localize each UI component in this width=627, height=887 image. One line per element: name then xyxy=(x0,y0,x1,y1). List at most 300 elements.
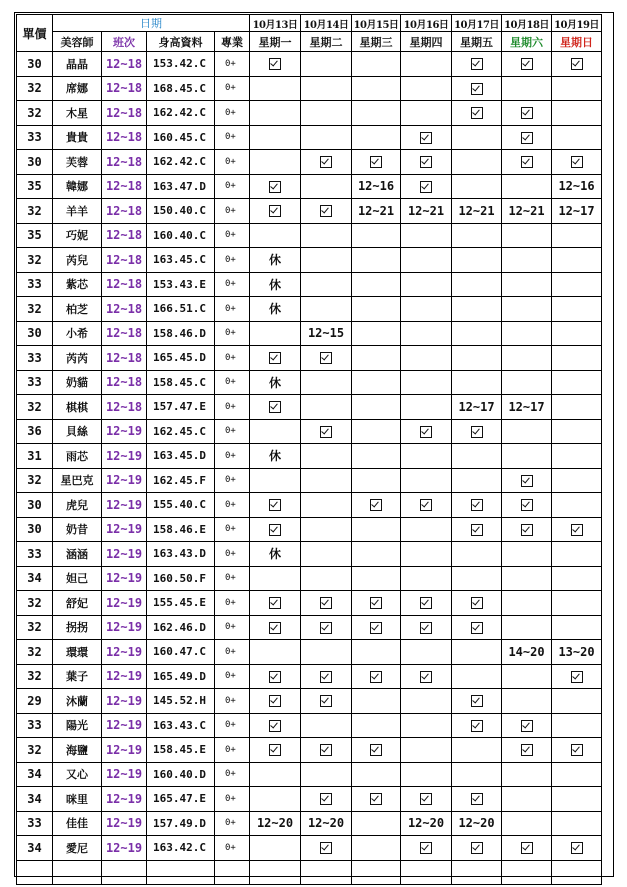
stylist-name: 星巴克 xyxy=(53,468,102,493)
day-cell xyxy=(250,762,301,787)
day-cell xyxy=(502,370,552,395)
profile-cell: 163.43.C xyxy=(147,713,215,738)
day-cell xyxy=(250,738,301,763)
empty-cell xyxy=(17,860,53,884)
price-cell: 30 xyxy=(17,517,53,542)
day-cell xyxy=(250,52,301,77)
check-icon xyxy=(320,671,332,683)
check-icon xyxy=(471,499,483,511)
price-cell: 33 xyxy=(17,346,53,371)
day-cell xyxy=(401,836,452,861)
check-icon xyxy=(269,524,281,536)
day-cell xyxy=(552,836,602,861)
price-cell: 32 xyxy=(17,664,53,689)
pro-cell: 0+ xyxy=(215,125,250,150)
shift-cell: 12~19 xyxy=(102,591,147,616)
stylist-name: 巧妮 xyxy=(53,223,102,248)
pro-cell: 0+ xyxy=(215,787,250,812)
day-cell xyxy=(502,468,552,493)
header-date-1: 10月13日 xyxy=(250,15,301,32)
table-row xyxy=(17,76,602,101)
day-cell xyxy=(401,321,452,346)
day-cell xyxy=(502,297,552,322)
check-icon xyxy=(269,58,281,70)
day-cell xyxy=(352,640,401,665)
day-cell: 12~20 xyxy=(250,811,301,836)
table-row xyxy=(17,297,602,322)
check-icon xyxy=(521,107,533,119)
profile-cell: 155.45.E xyxy=(147,591,215,616)
check-icon xyxy=(320,426,332,438)
empty-cell xyxy=(352,860,401,884)
day-cell xyxy=(401,76,452,101)
day-cell xyxy=(452,321,502,346)
profile-cell: 166.51.C xyxy=(147,297,215,322)
day-cell: 12~21 xyxy=(401,199,452,224)
header-weekday-6: 星期六 xyxy=(502,32,552,52)
day-cell xyxy=(452,174,502,199)
table-row xyxy=(17,762,602,787)
profile-cell: 165.47.E xyxy=(147,787,215,812)
header-stylist: 美容師 xyxy=(53,32,102,52)
profile-cell: 160.40.D xyxy=(147,762,215,787)
day-cell xyxy=(502,591,552,616)
shift-cell: 12~19 xyxy=(102,566,147,591)
day-cell xyxy=(502,493,552,518)
check-icon xyxy=(571,58,583,70)
check-icon xyxy=(269,352,281,364)
shift-cell: 12~19 xyxy=(102,517,147,542)
day-cell xyxy=(452,370,502,395)
day-cell xyxy=(452,223,502,248)
day-cell xyxy=(301,762,352,787)
pro-cell: 0+ xyxy=(215,321,250,346)
day-cell xyxy=(452,125,502,150)
empty-cell xyxy=(452,860,502,884)
stylist-name: 席娜 xyxy=(53,76,102,101)
day-cell xyxy=(401,493,452,518)
day-cell xyxy=(352,468,401,493)
profile-cell: 165.49.D xyxy=(147,664,215,689)
table-row xyxy=(17,321,602,346)
day-cell xyxy=(250,787,301,812)
check-icon xyxy=(521,132,533,144)
check-icon xyxy=(370,499,382,511)
shift-cell: 12~19 xyxy=(102,664,147,689)
day-cell xyxy=(352,272,401,297)
day-cell xyxy=(552,395,602,420)
day-cell: 休 xyxy=(250,542,301,567)
profile-cell: 160.50.F xyxy=(147,566,215,591)
day-cell xyxy=(502,542,552,567)
check-icon xyxy=(471,426,483,438)
day-cell xyxy=(552,150,602,175)
header-date-2: 10月14日 xyxy=(301,15,352,32)
price-cell: 31 xyxy=(17,444,53,469)
pro-cell: 0+ xyxy=(215,566,250,591)
day-cell xyxy=(301,419,352,444)
day-cell xyxy=(250,640,301,665)
day-cell xyxy=(401,395,452,420)
day-cell xyxy=(352,101,401,126)
profile-cell: 160.47.C xyxy=(147,640,215,665)
pro-cell: 0+ xyxy=(215,297,250,322)
day-cell xyxy=(502,566,552,591)
pro-cell: 0+ xyxy=(215,150,250,175)
day-cell xyxy=(250,615,301,640)
shift-cell: 12~19 xyxy=(102,419,147,444)
day-cell xyxy=(452,297,502,322)
day-cell: 休 xyxy=(250,444,301,469)
day-cell xyxy=(452,493,502,518)
day-cell xyxy=(502,272,552,297)
pro-cell: 0+ xyxy=(215,615,250,640)
day-cell xyxy=(301,370,352,395)
table-row xyxy=(17,101,602,126)
day-cell xyxy=(401,370,452,395)
check-icon xyxy=(320,622,332,634)
header-date-4: 10月16日 xyxy=(401,15,452,32)
pro-cell: 0+ xyxy=(215,395,250,420)
day-cell xyxy=(552,689,602,714)
day-cell xyxy=(250,223,301,248)
price-cell: 32 xyxy=(17,76,53,101)
stylist-name: 奶昔 xyxy=(53,517,102,542)
day-cell xyxy=(401,419,452,444)
shift-cell: 12~18 xyxy=(102,223,147,248)
price-cell: 32 xyxy=(17,738,53,763)
day-cell xyxy=(401,615,452,640)
day-cell xyxy=(552,419,602,444)
day-cell xyxy=(352,787,401,812)
day-cell xyxy=(552,762,602,787)
profile-cell: 153.43.E xyxy=(147,272,215,297)
day-cell xyxy=(301,566,352,591)
day-cell xyxy=(552,321,602,346)
day-cell xyxy=(352,346,401,371)
pro-cell: 0+ xyxy=(215,762,250,787)
empty-cell xyxy=(102,860,147,884)
day-cell xyxy=(250,713,301,738)
shift-cell: 12~19 xyxy=(102,787,147,812)
day-cell xyxy=(352,223,401,248)
day-cell xyxy=(352,248,401,273)
day-cell xyxy=(250,591,301,616)
check-icon xyxy=(320,744,332,756)
schedule-table xyxy=(16,14,602,885)
day-cell xyxy=(352,52,401,77)
header-date-3: 10月15日 xyxy=(352,15,401,32)
check-icon xyxy=(370,671,382,683)
price-cell: 33 xyxy=(17,713,53,738)
table-row xyxy=(17,52,602,77)
shift-cell: 12~19 xyxy=(102,738,147,763)
pro-cell: 0+ xyxy=(215,664,250,689)
day-cell: 12~17 xyxy=(552,199,602,224)
header-weekday-4: 星期四 xyxy=(401,32,452,52)
day-cell xyxy=(301,125,352,150)
day-cell xyxy=(552,615,602,640)
table-row xyxy=(17,419,602,444)
check-icon xyxy=(269,671,281,683)
day-cell xyxy=(401,52,452,77)
day-cell xyxy=(401,664,452,689)
day-cell xyxy=(250,125,301,150)
header-date-5: 10月17日 xyxy=(452,15,502,32)
day-cell xyxy=(401,591,452,616)
shift-cell: 12~18 xyxy=(102,370,147,395)
day-cell xyxy=(552,811,602,836)
check-icon xyxy=(269,499,281,511)
table-row xyxy=(17,787,602,812)
day-cell xyxy=(250,395,301,420)
price-cell: 32 xyxy=(17,615,53,640)
check-icon xyxy=(571,671,583,683)
check-icon xyxy=(269,597,281,609)
table-row xyxy=(17,738,602,763)
pro-cell: 0+ xyxy=(215,248,250,273)
shift-cell: 12~18 xyxy=(102,150,147,175)
empty-cell xyxy=(53,860,102,884)
day-cell xyxy=(301,664,352,689)
profile-cell: 157.47.E xyxy=(147,395,215,420)
header-weekday-2: 星期二 xyxy=(301,32,352,52)
day-cell xyxy=(301,713,352,738)
price-cell: 33 xyxy=(17,811,53,836)
price-cell: 34 xyxy=(17,566,53,591)
check-icon xyxy=(521,156,533,168)
shift-cell: 12~18 xyxy=(102,248,147,273)
check-icon xyxy=(269,720,281,732)
price-cell: 33 xyxy=(17,542,53,567)
day-cell xyxy=(352,591,401,616)
check-icon xyxy=(420,132,432,144)
day-cell xyxy=(301,395,352,420)
day-cell xyxy=(452,542,502,567)
day-cell xyxy=(250,664,301,689)
profile-cell: 155.40.C xyxy=(147,493,215,518)
check-icon xyxy=(269,695,281,707)
stylist-name: 舒妃 xyxy=(53,591,102,616)
day-cell: 14~20 xyxy=(502,640,552,665)
check-icon xyxy=(420,181,432,193)
pro-cell: 0+ xyxy=(215,689,250,714)
day-cell xyxy=(502,762,552,787)
day-cell xyxy=(452,762,502,787)
pro-cell: 0+ xyxy=(215,811,250,836)
check-icon xyxy=(420,793,432,805)
stylist-name: 海鹽 xyxy=(53,738,102,763)
shift-cell: 12~18 xyxy=(102,76,147,101)
day-cell xyxy=(401,125,452,150)
check-icon xyxy=(521,720,533,732)
pro-cell: 0+ xyxy=(215,468,250,493)
price-cell: 34 xyxy=(17,762,53,787)
day-cell xyxy=(250,346,301,371)
day-cell xyxy=(502,517,552,542)
check-icon xyxy=(320,205,332,217)
table-row xyxy=(17,468,602,493)
profile-cell: 162.42.C xyxy=(147,101,215,126)
day-cell xyxy=(452,615,502,640)
check-icon xyxy=(320,597,332,609)
day-cell xyxy=(301,468,352,493)
pro-cell: 0+ xyxy=(215,199,250,224)
header-shift: 班次 xyxy=(102,32,147,52)
day-cell xyxy=(452,52,502,77)
empty-cell xyxy=(147,860,215,884)
day-cell xyxy=(401,346,452,371)
header-weekday-1: 星期一 xyxy=(250,32,301,52)
profile-cell: 162.45.F xyxy=(147,468,215,493)
day-cell: 休 xyxy=(250,297,301,322)
day-cell xyxy=(301,297,352,322)
profile-cell: 162.45.C xyxy=(147,419,215,444)
day-cell: 12~20 xyxy=(401,811,452,836)
table-row xyxy=(17,689,602,714)
stylist-name: 紫芯 xyxy=(53,272,102,297)
day-cell xyxy=(502,689,552,714)
header-pro: 專業 xyxy=(215,32,250,52)
stylist-name: 佳佳 xyxy=(53,811,102,836)
profile-cell: 150.40.C xyxy=(147,199,215,224)
header-date-title: 日期 xyxy=(53,15,250,32)
check-icon xyxy=(471,720,483,732)
day-cell xyxy=(301,272,352,297)
day-cell xyxy=(502,150,552,175)
shift-cell: 12~19 xyxy=(102,493,147,518)
stylist-name: 拐拐 xyxy=(53,615,102,640)
day-cell xyxy=(502,419,552,444)
check-icon xyxy=(269,622,281,634)
day-cell xyxy=(301,444,352,469)
check-icon xyxy=(471,83,483,95)
check-icon xyxy=(471,597,483,609)
day-cell xyxy=(352,321,401,346)
profile-cell: 162.46.D xyxy=(147,615,215,640)
stylist-name: 妲己 xyxy=(53,566,102,591)
stylist-name: 柏芝 xyxy=(53,297,102,322)
profile-cell: 153.42.C xyxy=(147,52,215,77)
check-icon xyxy=(320,352,332,364)
day-cell xyxy=(401,689,452,714)
day-cell xyxy=(502,615,552,640)
day-cell xyxy=(552,542,602,567)
day-cell xyxy=(401,223,452,248)
table-row xyxy=(17,272,602,297)
day-cell xyxy=(502,664,552,689)
table-row xyxy=(17,517,602,542)
pro-cell: 0+ xyxy=(215,836,250,861)
day-cell xyxy=(401,248,452,273)
check-icon xyxy=(269,401,281,413)
day-cell xyxy=(401,738,452,763)
day-cell xyxy=(552,125,602,150)
day-cell xyxy=(502,174,552,199)
day-cell xyxy=(452,248,502,273)
day-cell xyxy=(301,517,352,542)
price-cell: 32 xyxy=(17,101,53,126)
day-cell xyxy=(352,713,401,738)
price-cell: 30 xyxy=(17,321,53,346)
check-icon xyxy=(420,499,432,511)
price-cell: 32 xyxy=(17,468,53,493)
pro-cell: 0+ xyxy=(215,713,250,738)
shift-cell: 12~18 xyxy=(102,125,147,150)
check-icon xyxy=(420,622,432,634)
day-cell xyxy=(352,370,401,395)
pro-cell: 0+ xyxy=(215,542,250,567)
day-cell xyxy=(352,811,401,836)
check-icon xyxy=(320,793,332,805)
pro-cell: 0+ xyxy=(215,517,250,542)
profile-cell: 158.46.D xyxy=(147,321,215,346)
check-icon xyxy=(571,524,583,536)
table-row xyxy=(17,566,602,591)
day-cell xyxy=(401,444,452,469)
stylist-name: 虎兒 xyxy=(53,493,102,518)
check-icon xyxy=(521,744,533,756)
table-row xyxy=(17,346,602,371)
day-cell xyxy=(401,174,452,199)
day-cell xyxy=(452,738,502,763)
day-cell xyxy=(301,591,352,616)
pro-cell: 0+ xyxy=(215,640,250,665)
day-cell xyxy=(502,738,552,763)
empty-cell xyxy=(401,860,452,884)
day-cell xyxy=(452,76,502,101)
shift-cell: 12~19 xyxy=(102,836,147,861)
day-cell xyxy=(552,370,602,395)
header-date-6: 10月18日 xyxy=(502,15,552,32)
table-row xyxy=(17,370,602,395)
day-cell: 12~20 xyxy=(452,811,502,836)
check-icon xyxy=(370,597,382,609)
day-cell xyxy=(352,395,401,420)
table-row xyxy=(17,664,602,689)
header-date-7: 10月19日 xyxy=(552,15,602,32)
day-cell: 12~17 xyxy=(452,395,502,420)
day-cell xyxy=(250,566,301,591)
stylist-name: 芮芮 xyxy=(53,346,102,371)
check-icon xyxy=(571,156,583,168)
day-cell xyxy=(552,493,602,518)
day-cell xyxy=(250,517,301,542)
day-cell xyxy=(552,468,602,493)
stylist-name: 雨芯 xyxy=(53,444,102,469)
day-cell xyxy=(352,762,401,787)
profile-cell: 163.47.D xyxy=(147,174,215,199)
day-cell xyxy=(352,836,401,861)
check-icon xyxy=(521,842,533,854)
day-cell xyxy=(502,101,552,126)
price-cell: 35 xyxy=(17,174,53,199)
table-row xyxy=(17,444,602,469)
check-icon xyxy=(370,622,382,634)
day-cell xyxy=(301,223,352,248)
day-cell xyxy=(552,346,602,371)
day-cell xyxy=(301,199,352,224)
day-cell xyxy=(250,493,301,518)
pro-cell: 0+ xyxy=(215,52,250,77)
stylist-name: 小希 xyxy=(53,321,102,346)
pro-cell: 0+ xyxy=(215,591,250,616)
pro-cell: 0+ xyxy=(215,444,250,469)
price-cell: 32 xyxy=(17,248,53,273)
day-cell xyxy=(301,542,352,567)
price-cell: 29 xyxy=(17,689,53,714)
shift-cell: 12~18 xyxy=(102,321,147,346)
